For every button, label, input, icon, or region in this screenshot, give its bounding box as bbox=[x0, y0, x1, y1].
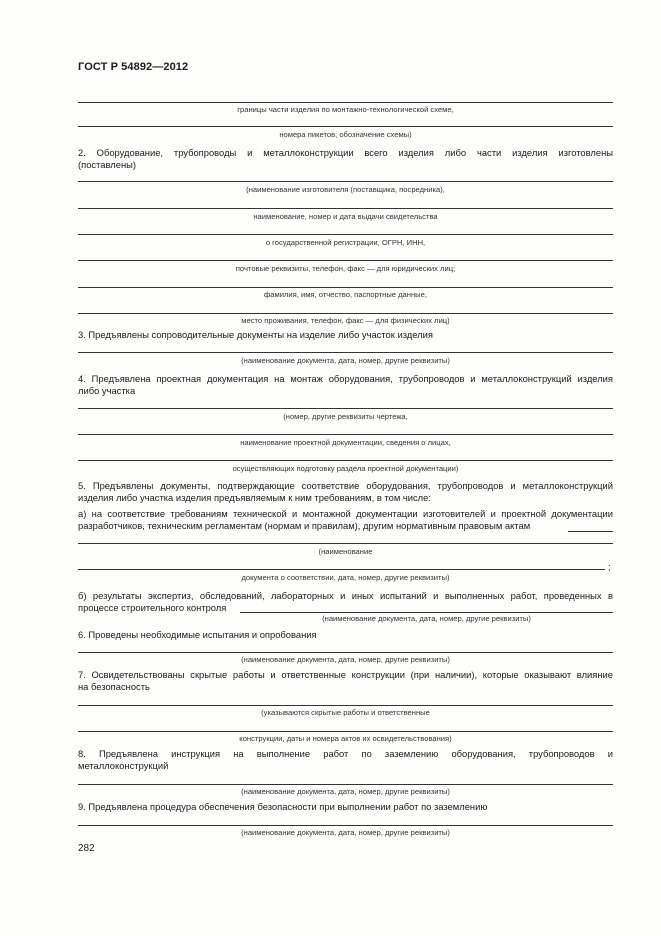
field-caption: документа о соответствии, дата, номер, другие реквизиты) bbox=[241, 573, 450, 582]
fill-line bbox=[78, 434, 613, 435]
item-3-text-line: 3. Предъявлены сопроводительные документы на изделие либо участок изделия bbox=[78, 329, 433, 340]
fill-line bbox=[78, 126, 613, 127]
fill-line bbox=[78, 652, 613, 653]
fill-line bbox=[78, 287, 613, 288]
item-5a-text-line: разработчиков, техническим регламентам (нормам и правилам), другим нормативным правовым актам bbox=[78, 520, 531, 531]
fill-line bbox=[78, 731, 613, 732]
item-4-text-line: либо участка bbox=[78, 385, 136, 396]
field-caption: (наименование документа, дата, номер, другие реквизиты) bbox=[322, 614, 531, 623]
field-caption: (указываются скрытые работы и ответственные bbox=[261, 708, 430, 717]
item-8-text-line: металлоконструкций bbox=[78, 760, 169, 771]
field-caption: о государственной регистрации, ОГРН, ИНН, bbox=[265, 238, 426, 247]
page-number: 282 bbox=[78, 843, 95, 854]
field-caption: конструкции, даты и номера актов их освидетельствования) bbox=[239, 734, 452, 743]
item-8-text-line: 8. Предъявлена инструкция на выполнение работ по заземлению оборудования, трубопроводов и bbox=[78, 748, 613, 759]
field-caption: место проживания, телефон, факс — для физических лиц) bbox=[241, 316, 450, 325]
item-5-text-line: 5. Предъявлены документы, подтверждающие соответствие оборудования, трубопроводов и металлоконструкций bbox=[78, 480, 613, 491]
field-caption: (наименование документа, дата, номер, другие реквизиты) bbox=[241, 787, 450, 796]
item-6-text-line: 6. Проведены необходимые испытания и опробования bbox=[78, 629, 317, 640]
fill-line bbox=[78, 313, 613, 314]
fill-line bbox=[78, 543, 613, 544]
field-caption: (наименование документа, дата, номер, другие реквизиты) bbox=[241, 655, 450, 664]
fill-line bbox=[78, 260, 613, 261]
field-caption: (наименование документа, дата, номер, другие реквизиты) bbox=[241, 356, 450, 365]
fill-line bbox=[78, 569, 605, 570]
item-5b-text-line: процессе строительного контроля bbox=[78, 602, 227, 613]
item-5b-text-line: б) результаты экспертиз, обследований, лабораторных и иных испытаний и выполненных работ, проведенных в bbox=[78, 590, 613, 601]
field-caption: (наименование bbox=[318, 547, 373, 556]
field-caption: почтовые реквизиты, телефон, факс — для юридических лиц; bbox=[235, 264, 456, 273]
item-2-text-line: 2. Оборудование, трубопроводы и металлоконструкции всего изделия либо части изделия изготовлены bbox=[78, 147, 613, 158]
item-7-text-line: на безопасность bbox=[78, 681, 150, 692]
line-end-semicolon: ; bbox=[608, 561, 611, 572]
item-7-text-line: 7. Освидетельствованы скрытые работы и ответственные конструкции (при наличии), которые оказывают влияние bbox=[78, 669, 613, 680]
fill-line bbox=[78, 352, 613, 353]
item-4-text-line: 4. Предъявлена проектная документация на монтаж оборудования, трубопроводов и металлоконструкций изделия bbox=[78, 373, 613, 384]
field-caption: границы части изделия по монтажно-технологической схеме, bbox=[237, 105, 454, 114]
item-9-text-line: 9. Предъявлена процедура обеспечения безопасности при выполнении работ по заземлению bbox=[78, 801, 488, 812]
field-caption: фамилия, имя, отчество, паспортные данные, bbox=[264, 290, 427, 299]
item-5-text-line: изделия либо участка изделия предъявляемым к ним требованиям, в том числе: bbox=[78, 492, 431, 503]
item-5a-text-line: а) на соответствие требованиям технической и монтажной документации изготовителей и проектной документации bbox=[78, 508, 613, 519]
field-caption: осуществляющих подготовку раздела проектной документации) bbox=[232, 464, 459, 473]
fill-line bbox=[78, 705, 613, 706]
fill-line bbox=[78, 208, 613, 209]
fill-line bbox=[78, 234, 613, 235]
fill-line bbox=[78, 825, 613, 826]
field-caption: (наименование документа, дата, номер, другие реквизиты) bbox=[241, 828, 450, 837]
field-caption: номера пикетов, обозначение схемы) bbox=[279, 130, 412, 139]
fill-line bbox=[78, 408, 613, 409]
fill-line bbox=[240, 612, 613, 613]
field-caption: (наименование изготовителя (поставщика, посредника), bbox=[246, 185, 445, 194]
fill-line bbox=[78, 102, 613, 103]
field-caption: (номер, другие реквизиты чертежа, bbox=[283, 412, 408, 421]
field-caption: наименование, номер и дата выдачи свидетельства bbox=[253, 212, 438, 221]
field-caption: наименование проектной документации, сведения о лицах, bbox=[240, 438, 451, 447]
fill-line bbox=[78, 460, 613, 461]
fill-line bbox=[78, 784, 613, 785]
fill-line bbox=[78, 181, 613, 182]
item-2-text-line: (поставлены) bbox=[78, 159, 136, 170]
document-code: ГОСТ Р 54892—2012 bbox=[78, 61, 189, 73]
fill-line bbox=[568, 531, 613, 532]
